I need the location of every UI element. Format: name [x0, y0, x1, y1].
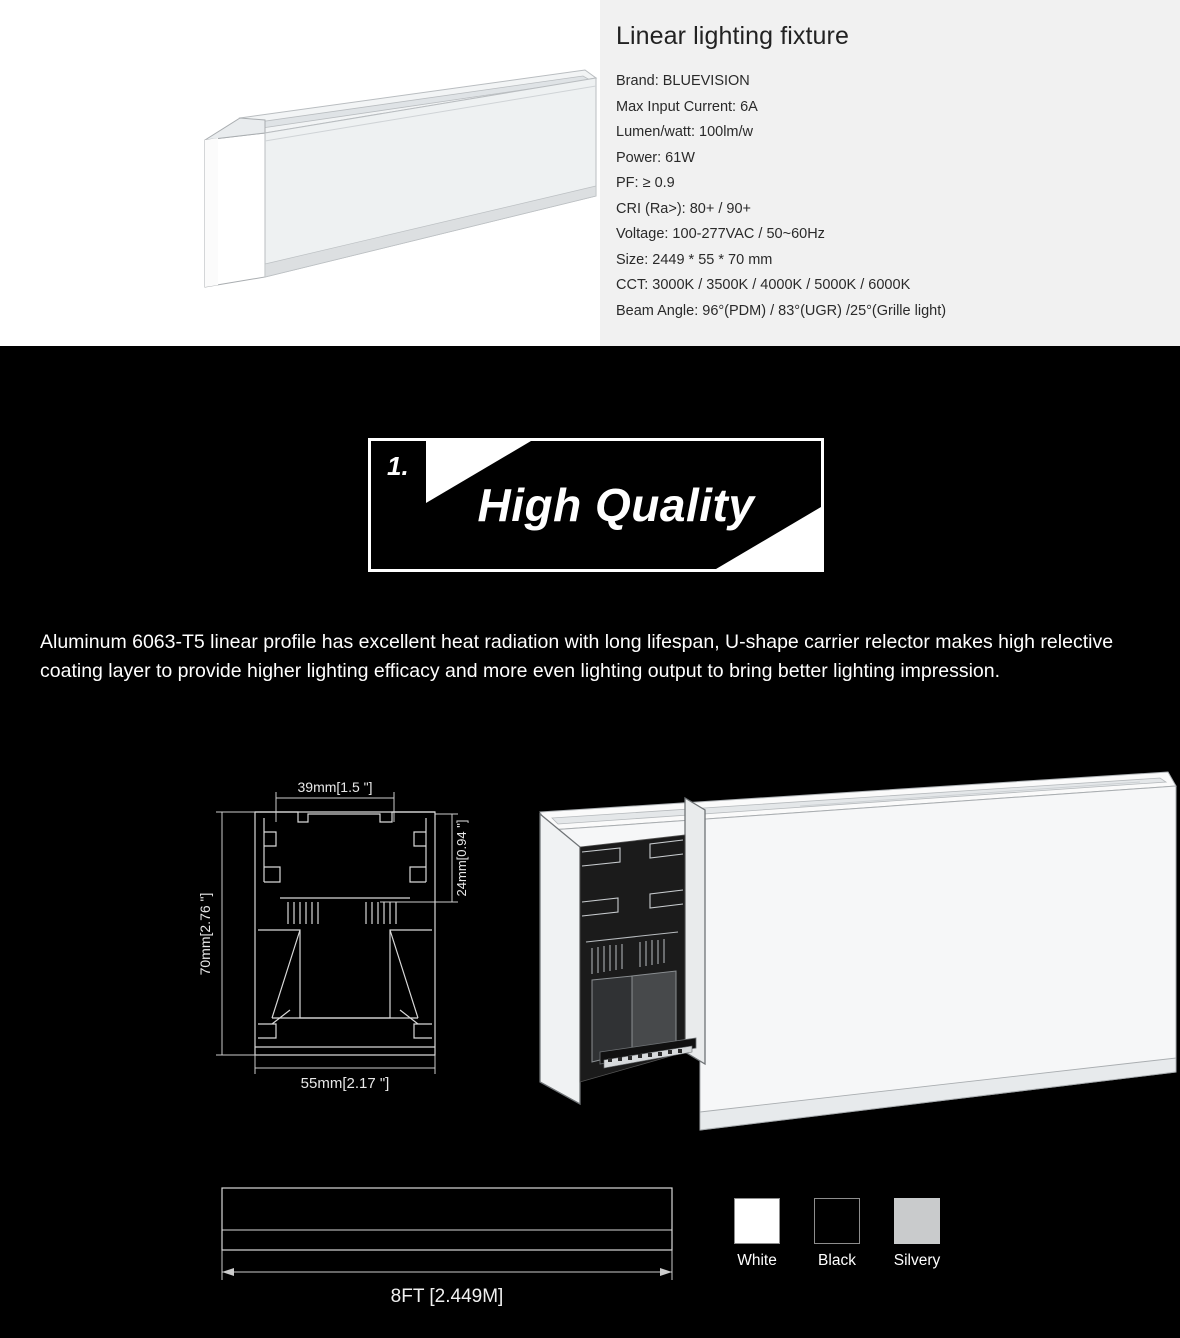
feature-description: Aluminum 6063-T5 linear profile has excellent heat radiation with long lifespan, U-shape carrier relector makes high relective coating layer to provide higher lighting efficacy and more even lighting output to bring better lighting impression. [40, 631, 1114, 682]
color-option-black[interactable] [808, 1198, 866, 1270]
spec-beam-angle: Beam Angle: 96°(PDM) / 83°(UGR) /25°(Grille light) [616, 302, 947, 319]
spec-cct: CCT: 3000K / 3500K / 4000K / 5000K / 6000K [616, 277, 911, 293]
product-spec-panel [600, 0, 1180, 346]
dimension-top-label: 39mm[1.5 "] [297, 779, 373, 795]
spec-pf: PF: ≥ 0.9 [616, 175, 675, 191]
feature-banner [368, 438, 824, 572]
dimension-bottom-label: 55mm[2.17 "] [300, 1075, 390, 1092]
color-chip-white [734, 1198, 780, 1244]
dimension-left-label: 70mm[2.76 "] [197, 892, 213, 976]
color-option-silvery[interactable] [888, 1198, 946, 1270]
product-image-panel [0, 0, 600, 346]
profile-perspective-illustration [500, 752, 1180, 1172]
linear-fixture-illustration [0, 0, 600, 346]
spec-brand: Brand: BLUEVISION [616, 73, 750, 89]
spec-cri: CRI (Ra>): 80+ / 90+ [616, 200, 751, 217]
color-label-silvery: Silvery [893, 1252, 941, 1269]
dimension-right-label: 24mm[0.94 "] [454, 819, 469, 897]
color-chip-black [814, 1198, 860, 1244]
feature-section [0, 346, 1180, 752]
spec-voltage: Voltage: 100-277VAC / 50~60Hz [616, 226, 825, 242]
spec-size: Size: 2449 * 55 * 70 mm [616, 251, 773, 268]
product-header [0, 0, 1180, 346]
length-drawing [200, 1168, 720, 1338]
color-chip-silvery [894, 1198, 940, 1244]
color-label-black: Black [818, 1252, 856, 1269]
feature-number: 1. [387, 451, 409, 481]
cross-section-drawing [180, 762, 500, 1102]
page-title: Linear lighting fixture [616, 22, 849, 50]
spec-lumen-per-watt: Lumen/watt: 100lm/w [616, 124, 754, 140]
color-option-white[interactable] [728, 1198, 786, 1270]
spec-power: Power: 61W [616, 149, 695, 166]
length-label: 8FT [2.449M] [390, 1286, 504, 1307]
color-options [728, 1198, 946, 1270]
spec-max-input-current: Max Input Current: 6A [616, 98, 758, 115]
feature-headline: High Quality [477, 479, 755, 531]
color-label-white: White [737, 1252, 777, 1269]
